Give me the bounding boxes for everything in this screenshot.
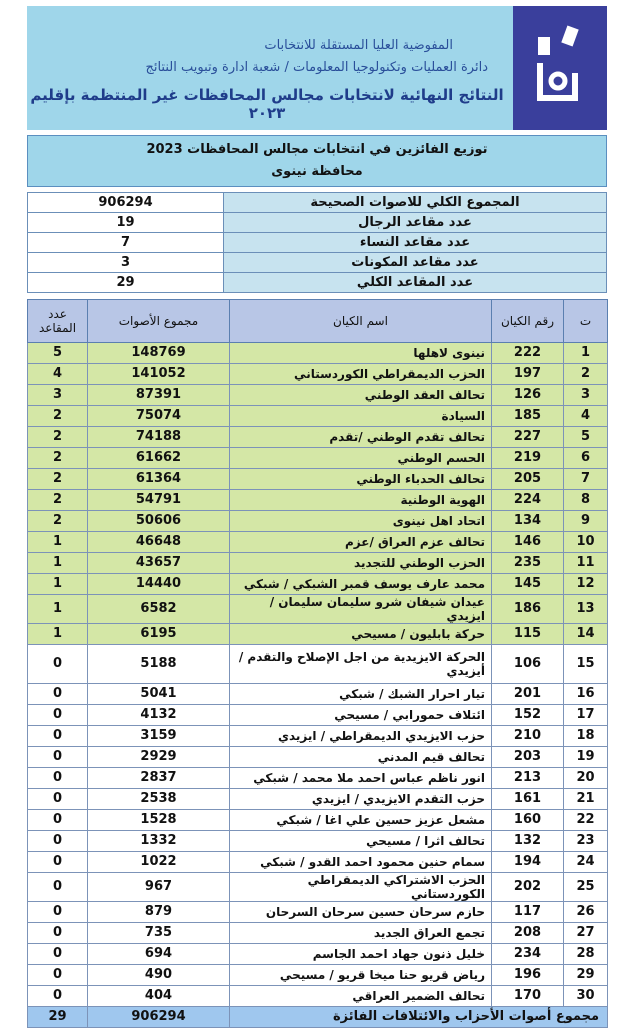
- cell-seats: 3: [28, 385, 88, 406]
- cell-entity-no: 115: [492, 624, 564, 645]
- cell-entity-name: تيار احرار الشبك / شبكي: [230, 684, 492, 705]
- province-name: محافظة نينوى: [271, 164, 363, 179]
- cell-seq: 3: [564, 385, 608, 406]
- cell-entity-name: تحالف عزم العراق /عزم: [230, 532, 492, 553]
- summary-row: [28, 193, 607, 213]
- cell-entity-no: 161: [492, 789, 564, 810]
- cell-votes: 1022: [88, 852, 230, 873]
- cell-seats: 0: [28, 965, 88, 986]
- cell-votes: 61662: [88, 448, 230, 469]
- cell-seats: 2: [28, 469, 88, 490]
- cell-entity-no: 134: [492, 511, 564, 532]
- cell-votes: 2837: [88, 768, 230, 789]
- cell-seq: 1: [564, 343, 608, 364]
- cell-seq: 2: [564, 364, 608, 385]
- cell-votes: 14440: [88, 574, 230, 595]
- cell-entity-name: رياض قريو حنا ميخا قريو / مسيحي: [230, 965, 492, 986]
- cell-votes: 490: [88, 965, 230, 986]
- cell-votes: 1528: [88, 810, 230, 831]
- cell-entity-no: 146: [492, 532, 564, 553]
- cell-entity-name: مشعل عزيز حسين علي اغا / شبكي: [230, 810, 492, 831]
- summary-label: عدد مقاعد النساء: [224, 233, 607, 253]
- cell-seats: 1: [28, 574, 88, 595]
- cell-seq: 19: [564, 747, 608, 768]
- cell-seats: 4: [28, 364, 88, 385]
- table-row: [28, 448, 608, 469]
- summary-value: 3: [28, 253, 224, 273]
- cell-entity-no: 145: [492, 574, 564, 595]
- cell-votes: 2538: [88, 789, 230, 810]
- cell-entity-name: تجمع العراق الجديد: [230, 923, 492, 944]
- table-row: [28, 595, 608, 624]
- table-row: [28, 852, 608, 873]
- cell-seats: 0: [28, 986, 88, 1007]
- cell-seats: 1: [28, 532, 88, 553]
- cell-entity-name: تحالف اثرا / مسيحي: [230, 831, 492, 852]
- cell-seq: 17: [564, 705, 608, 726]
- cell-votes: 148769: [88, 343, 230, 364]
- cell-seq: 7: [564, 469, 608, 490]
- cell-seats: 0: [28, 944, 88, 965]
- cell-seq: 24: [564, 852, 608, 873]
- header-seats: عدد المقاعد: [28, 300, 88, 343]
- cell-seq: 14: [564, 624, 608, 645]
- cell-votes: 54791: [88, 490, 230, 511]
- cell-entity-no: 106: [492, 645, 564, 684]
- table-row: [28, 965, 608, 986]
- results-body: [28, 343, 608, 1007]
- cell-votes: 879: [88, 902, 230, 923]
- cell-seats: 1: [28, 595, 88, 624]
- table-row: [28, 553, 608, 574]
- cell-entity-no: 160: [492, 810, 564, 831]
- table-row: [28, 789, 608, 810]
- cell-seats: 0: [28, 747, 88, 768]
- cell-entity-no: 222: [492, 343, 564, 364]
- results-header-row: [28, 300, 608, 343]
- cell-seats: 0: [28, 645, 88, 684]
- cell-entity-no: 194: [492, 852, 564, 873]
- cell-seats: 0: [28, 810, 88, 831]
- cell-votes: 4132: [88, 705, 230, 726]
- cell-votes: 6195: [88, 624, 230, 645]
- cell-entity-name: انور ناظم عباس احمد ملا محمد / شبكي: [230, 768, 492, 789]
- cell-entity-no: 170: [492, 986, 564, 1007]
- cell-entity-no: 227: [492, 427, 564, 448]
- cell-seq: 28: [564, 944, 608, 965]
- table-row: [28, 511, 608, 532]
- table-row: [28, 810, 608, 831]
- summary-row: [28, 273, 607, 293]
- cell-entity-name: محمد عارف يوسف قمبر الشبكي / شبكي: [230, 574, 492, 595]
- cell-seq: 15: [564, 645, 608, 684]
- cell-seats: 2: [28, 490, 88, 511]
- table-row: [28, 385, 608, 406]
- cell-entity-no: 132: [492, 831, 564, 852]
- cell-entity-no: 213: [492, 768, 564, 789]
- cell-entity-no: 152: [492, 705, 564, 726]
- results-title: النتائج النهائية لانتخابات مجالس المحافظات غير المنتظمة بإقليم ٢٠٢٣: [30, 86, 504, 122]
- summary-row: [28, 213, 607, 233]
- table-row: [28, 747, 608, 768]
- cell-entity-name: الحزب الاشتراكي الديمقراطي الكوردستاني: [230, 873, 492, 902]
- table-row: [28, 624, 608, 645]
- header-seq: ت: [564, 300, 608, 343]
- cell-entity-name: خليل ذنون جهاد احمد الجاسم: [230, 944, 492, 965]
- summary-table: [27, 192, 607, 293]
- table-row: [28, 343, 608, 364]
- summary-row: [28, 233, 607, 253]
- cell-entity-no: 197: [492, 364, 564, 385]
- cell-seq: 26: [564, 902, 608, 923]
- summary-value: 19: [28, 213, 224, 233]
- cell-seats: 0: [28, 705, 88, 726]
- table-row: [28, 574, 608, 595]
- summary-label: عدد المقاعد الكلي: [224, 273, 607, 293]
- cell-votes: 735: [88, 923, 230, 944]
- table-row: [28, 490, 608, 511]
- header-banner: [27, 6, 607, 130]
- cell-seq: 9: [564, 511, 608, 532]
- cell-seats: 0: [28, 852, 88, 873]
- cell-seats: 1: [28, 624, 88, 645]
- total-seats: 29: [28, 1007, 88, 1028]
- cell-entity-name: ائتلاف حمورابي / مسيحي: [230, 705, 492, 726]
- cell-entity-name: حزب التقدم الايزيدي / ايزيدي: [230, 789, 492, 810]
- cell-seats: 5: [28, 343, 88, 364]
- cell-votes: 404: [88, 986, 230, 1007]
- cell-entity-name: عيدان شيفان شرو سليمان سليمان / ايزيدي: [230, 595, 492, 624]
- table-row: [28, 768, 608, 789]
- cell-entity-name: تحالف الحدباء الوطني: [230, 469, 492, 490]
- cell-entity-name: نينوى لاهلها: [230, 343, 492, 364]
- cell-seq: 12: [564, 574, 608, 595]
- cell-votes: 6582: [88, 595, 230, 624]
- cell-entity-no: 235: [492, 553, 564, 574]
- cell-votes: 50606: [88, 511, 230, 532]
- results-table: [27, 299, 608, 1028]
- cell-seq: 25: [564, 873, 608, 902]
- table-row: [28, 532, 608, 553]
- cell-seats: 0: [28, 684, 88, 705]
- cell-votes: 694: [88, 944, 230, 965]
- cell-votes: 967: [88, 873, 230, 902]
- cell-seq: 10: [564, 532, 608, 553]
- total-votes: 906294: [88, 1007, 230, 1028]
- cell-votes: 61364: [88, 469, 230, 490]
- cell-seats: 0: [28, 768, 88, 789]
- summary-value: 7: [28, 233, 224, 253]
- department-name: دائرة العمليات وتكنولوجيا المعلومات / شعبة ادارة وتبويب النتائج: [145, 60, 488, 75]
- table-row: [28, 986, 608, 1007]
- table-row: [28, 902, 608, 923]
- cell-votes: 74188: [88, 427, 230, 448]
- cell-entity-no: 196: [492, 965, 564, 986]
- summary-label: المجموع الكلي للاصوات الصحيحة: [224, 193, 607, 213]
- cell-seq: 29: [564, 965, 608, 986]
- cell-votes: 43657: [88, 553, 230, 574]
- cell-entity-name: الحركة الايزيدية من اجل الإصلاح والتقدم / أيزيدي: [230, 645, 492, 684]
- cell-votes: 46648: [88, 532, 230, 553]
- cell-seq: 18: [564, 726, 608, 747]
- cell-votes: 5188: [88, 645, 230, 684]
- cell-votes: 1332: [88, 831, 230, 852]
- cell-votes: 87391: [88, 385, 230, 406]
- cell-entity-name: تحالف قيم المدني: [230, 747, 492, 768]
- cell-seats: 2: [28, 448, 88, 469]
- total-row: [28, 1007, 608, 1028]
- cell-seq: 22: [564, 810, 608, 831]
- cell-entity-name: حزب الايزيدي الديمقراطي / ايزيدي: [230, 726, 492, 747]
- header-entity-no: رقم الكيان: [492, 300, 564, 343]
- cell-entity-no: 205: [492, 469, 564, 490]
- summary-label: عدد مقاعد المكونات: [224, 253, 607, 273]
- cell-entity-name: تحالف تقدم الوطني /تقدم: [230, 427, 492, 448]
- cell-entity-name: السيادة: [230, 406, 492, 427]
- cell-entity-name: الحزب الديمقراطي الكوردستاني: [230, 364, 492, 385]
- cell-entity-name: تحالف الضمير العراقي: [230, 986, 492, 1007]
- cell-seats: 2: [28, 427, 88, 448]
- cell-votes: 5041: [88, 684, 230, 705]
- cell-seq: 21: [564, 789, 608, 810]
- cell-entity-no: 185: [492, 406, 564, 427]
- cell-seq: 23: [564, 831, 608, 852]
- header-entity-name: اسم الكيان: [230, 300, 492, 343]
- cell-votes: 2929: [88, 747, 230, 768]
- cell-seats: 0: [28, 873, 88, 902]
- cell-entity-no: 210: [492, 726, 564, 747]
- table-row: [28, 645, 608, 684]
- cell-seq: 8: [564, 490, 608, 511]
- cell-seats: 2: [28, 511, 88, 532]
- cell-seq: 6: [564, 448, 608, 469]
- cell-entity-name: الهوية الوطنية: [230, 490, 492, 511]
- table-row: [28, 726, 608, 747]
- header-votes: مجموع الأصوات: [88, 300, 230, 343]
- cell-seq: 27: [564, 923, 608, 944]
- cell-seats: 0: [28, 902, 88, 923]
- cell-seq: 16: [564, 684, 608, 705]
- cell-entity-name: اتحاد اهل نينوى: [230, 511, 492, 532]
- cell-entity-name: حركة بابليون / مسيحي: [230, 624, 492, 645]
- table-row: [28, 923, 608, 944]
- cell-entity-no: 186: [492, 595, 564, 624]
- table-row: [28, 684, 608, 705]
- table-row: [28, 831, 608, 852]
- distribution-title: [27, 135, 607, 187]
- cell-seq: 11: [564, 553, 608, 574]
- cell-entity-no: 219: [492, 448, 564, 469]
- cell-seq: 4: [564, 406, 608, 427]
- cell-entity-no: 202: [492, 873, 564, 902]
- cell-entity-no: 208: [492, 923, 564, 944]
- cell-seq: 30: [564, 986, 608, 1007]
- summary-value: 29: [28, 273, 224, 293]
- distribution-heading: توزيع الفائزين في انتخابات مجالس المحافظات 2023: [146, 142, 488, 157]
- cell-seats: 0: [28, 789, 88, 810]
- cell-seq: 20: [564, 768, 608, 789]
- summary-label: عدد مقاعد الرجال: [224, 213, 607, 233]
- cell-votes: 3159: [88, 726, 230, 747]
- cell-seq: 13: [564, 595, 608, 624]
- table-row: [28, 406, 608, 427]
- cell-seats: 0: [28, 831, 88, 852]
- total-label: مجموع أصوات الأحزاب والائتلافات الفائزة: [230, 1007, 608, 1028]
- cell-entity-name: الحسم الوطني: [230, 448, 492, 469]
- table-row: [28, 469, 608, 490]
- cell-entity-no: 126: [492, 385, 564, 406]
- header-text: [27, 6, 513, 130]
- cell-seq: 5: [564, 427, 608, 448]
- cell-entity-name: سمام حنين محمود احمد القدو / شبكي: [230, 852, 492, 873]
- ihec-logo: [513, 6, 607, 130]
- cell-entity-no: 117: [492, 902, 564, 923]
- cell-seats: 1: [28, 553, 88, 574]
- table-row: [28, 873, 608, 902]
- cell-votes: 141052: [88, 364, 230, 385]
- ihec-logo-icon: [530, 23, 590, 113]
- cell-entity-name: تحالف العقد الوطني: [230, 385, 492, 406]
- table-row: [28, 364, 608, 385]
- summary-row: [28, 253, 607, 273]
- cell-entity-no: 201: [492, 684, 564, 705]
- table-row: [28, 427, 608, 448]
- cell-seats: 0: [28, 923, 88, 944]
- cell-entity-name: الحزب الوطني للتجديد: [230, 553, 492, 574]
- cell-entity-no: 224: [492, 490, 564, 511]
- cell-entity-name: حازم سرحان حسين سرحان السرحان: [230, 902, 492, 923]
- cell-entity-no: 234: [492, 944, 564, 965]
- table-row: [28, 705, 608, 726]
- commission-name: المفوضية العليا المستقلة للانتخابات: [264, 38, 453, 53]
- cell-seats: 2: [28, 406, 88, 427]
- cell-entity-no: 203: [492, 747, 564, 768]
- table-row: [28, 944, 608, 965]
- summary-value: 906294: [28, 193, 224, 213]
- cell-seats: 0: [28, 726, 88, 747]
- cell-votes: 75074: [88, 406, 230, 427]
